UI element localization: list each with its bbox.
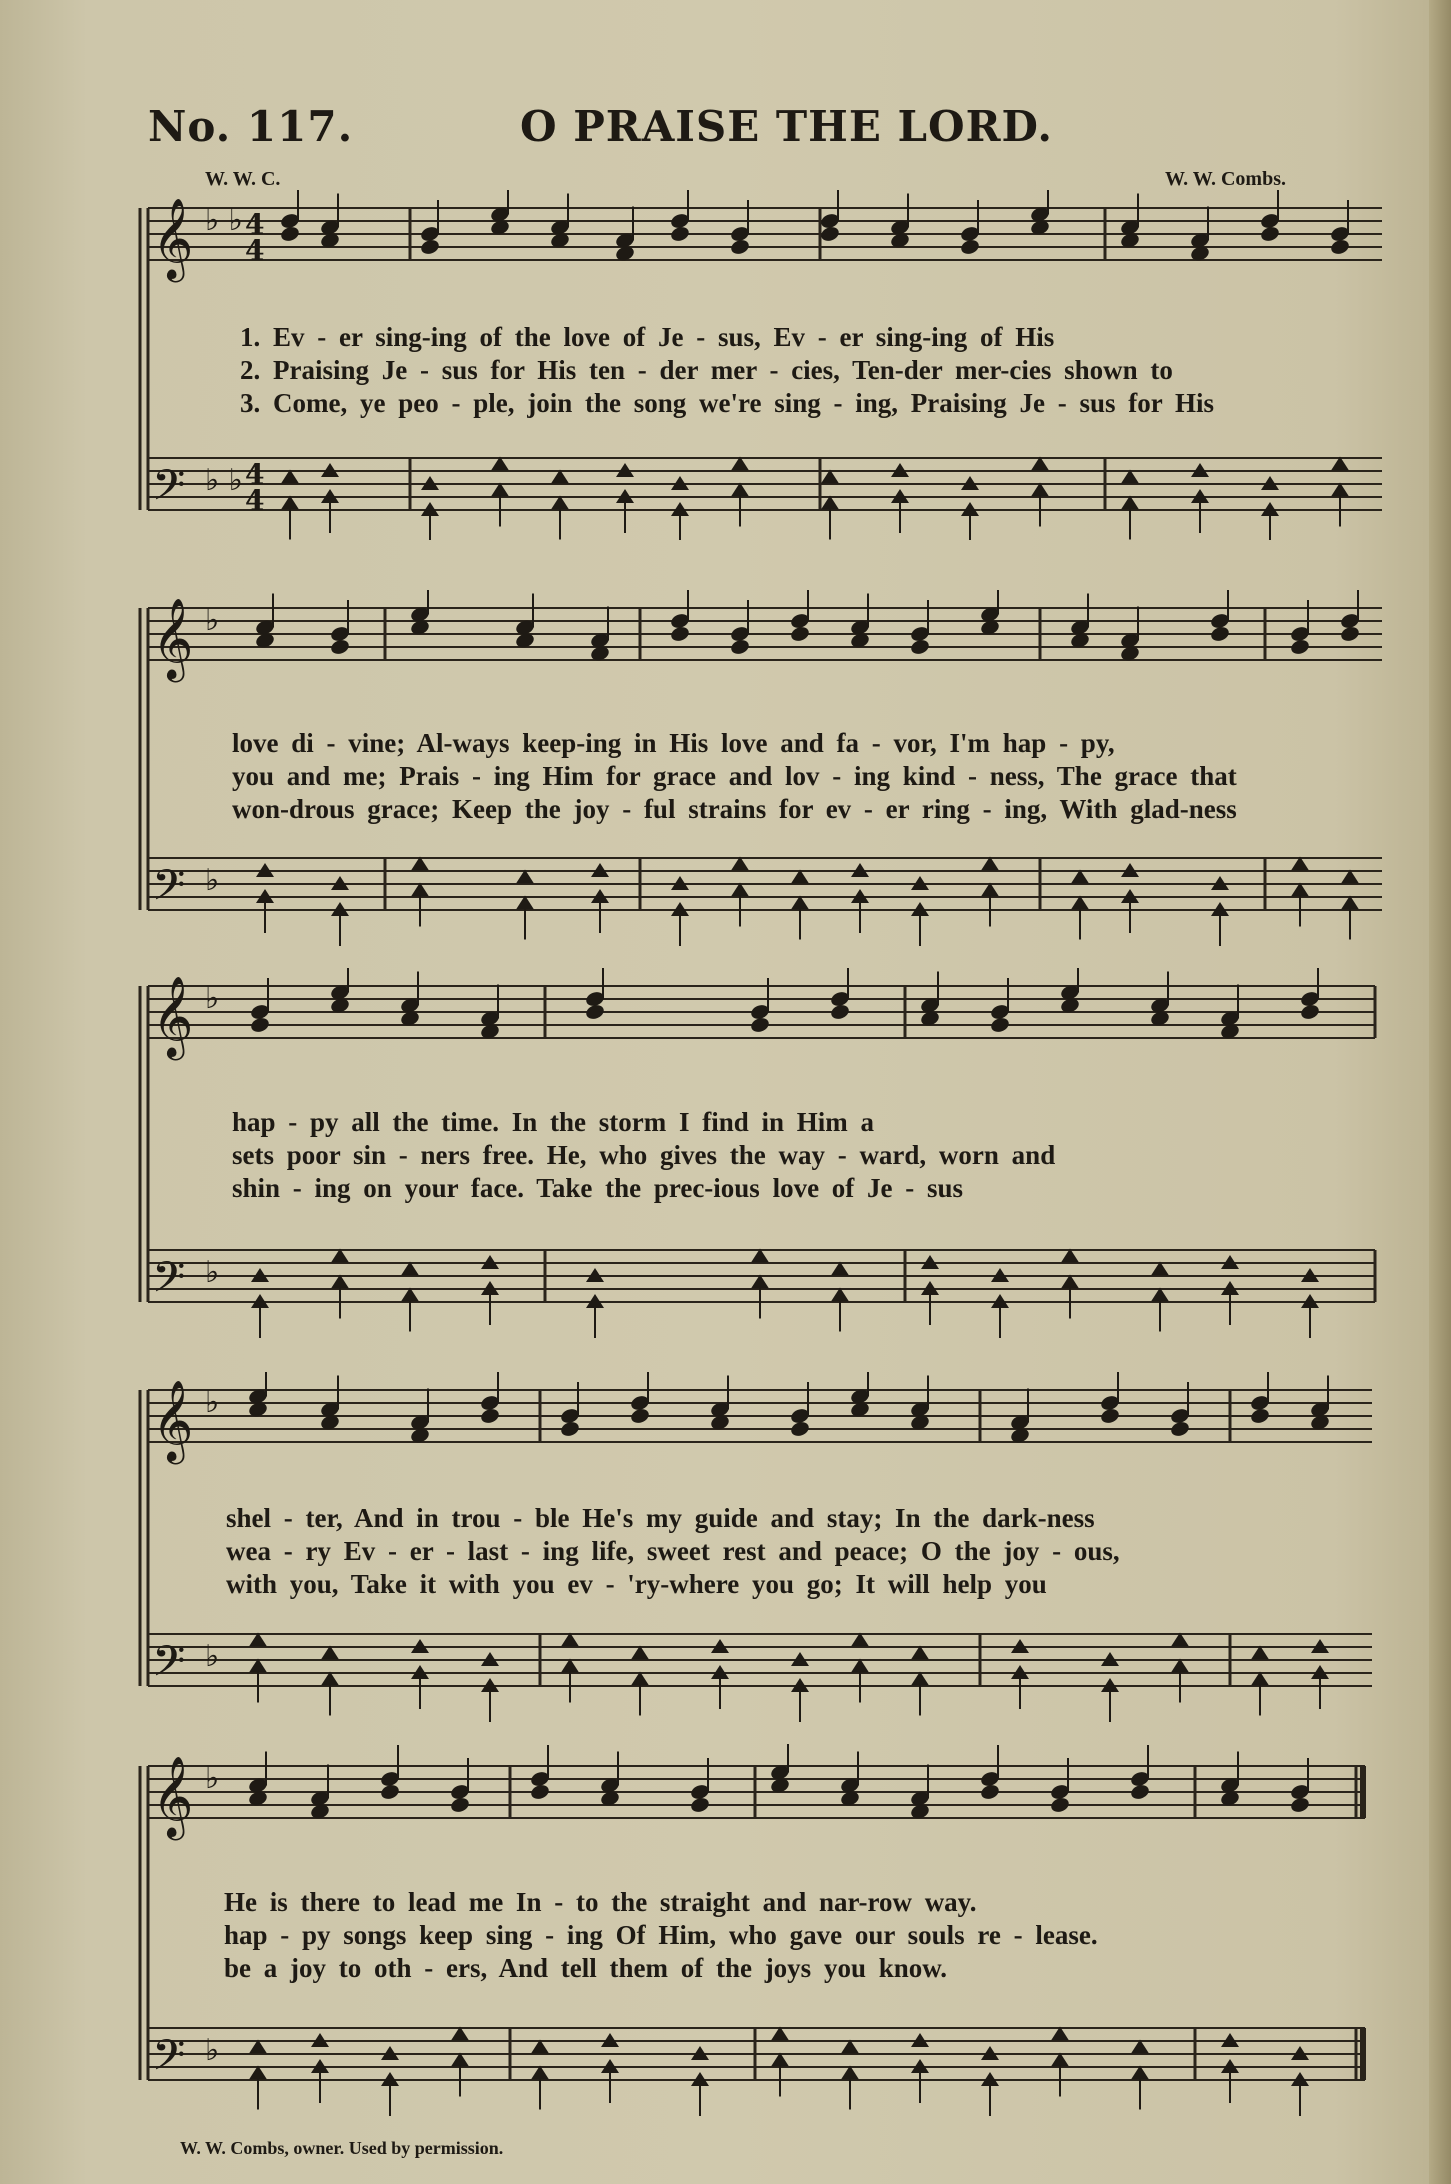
time-signature-top: 4 bbox=[245, 208, 265, 241]
bass-clef-icon: 𝄢 bbox=[152, 861, 186, 921]
note-head bbox=[819, 225, 840, 243]
lyric-verse-3: won-drous grace; Keep the joy - ful strains for ev - er ring - ing, With glad-ness bbox=[232, 794, 1237, 824]
lyric-verse-2: 2. Praising Je - sus for His ten - der mer - cies, Ten-der mer-cies shown to bbox=[240, 355, 1173, 385]
note-head bbox=[1169, 1420, 1190, 1438]
time-signature-bottom: 4 bbox=[245, 234, 265, 267]
note-head bbox=[1259, 225, 1280, 243]
flat-key-signature-bass: ♭ bbox=[205, 2033, 220, 2068]
note-head bbox=[1249, 1407, 1270, 1425]
note-head bbox=[729, 638, 750, 656]
copyright-footer: W. W. Combs, owner. Used by permission. bbox=[180, 2138, 504, 2158]
note-head bbox=[1339, 625, 1360, 643]
note-head bbox=[1289, 1796, 1310, 1814]
note-head bbox=[989, 1016, 1010, 1034]
note-head bbox=[749, 1016, 770, 1034]
note-head bbox=[419, 238, 440, 256]
note-head bbox=[1289, 638, 1310, 656]
note-head bbox=[584, 1003, 605, 1021]
note-head bbox=[379, 1783, 400, 1801]
note-head bbox=[529, 1783, 550, 1801]
flat-key-signature: ♭ bbox=[205, 1385, 220, 1420]
hymn-title: O PRAISE THE LORD. bbox=[520, 102, 1054, 151]
bass-clef-icon: 𝄢 bbox=[152, 2031, 186, 2091]
note-head bbox=[1209, 625, 1230, 643]
words-credit: W. W. C. bbox=[205, 168, 281, 190]
note-head bbox=[479, 1407, 500, 1425]
note-head bbox=[1329, 238, 1350, 256]
note-head bbox=[1129, 1783, 1150, 1801]
music-credit: W. W. Combs. bbox=[1165, 168, 1286, 190]
bass-time-signature-top: 4 bbox=[245, 458, 265, 491]
lyric-verse-3: 3. Come, ye peo - ple, join the song we're sing - ing, Praising Je - sus for His bbox=[240, 388, 1214, 418]
lyric-verse-1: 1. Ev - er sing-ing of the love of Je - sus, Ev - er sing-ing of His bbox=[240, 322, 1055, 352]
lyric-verse-2: you and me; Prais - ing Him for grace and lov - ing kind - ness, The grace that bbox=[232, 761, 1237, 791]
note-head bbox=[789, 625, 810, 643]
treble-clef-icon: 𝄞 bbox=[152, 197, 194, 279]
lyric-verse-1: He is there to lead me In - to the straight and nar-row way. bbox=[224, 1887, 977, 1917]
note-head bbox=[249, 1016, 270, 1034]
flat-key-signature-bass: ♭ ♭ bbox=[205, 463, 243, 498]
lyric-verse-3: be a joy to oth - ers, And tell them of the joys you know. bbox=[224, 1953, 947, 1983]
note-head bbox=[279, 225, 300, 243]
treble-clef-icon: 𝄞 bbox=[152, 1379, 194, 1461]
lyric-verse-1: love di - vine; Al-ways keep-ing in His love and fa - vor, I'm hap - py, bbox=[232, 728, 1115, 758]
note-head bbox=[629, 1407, 650, 1425]
flat-key-signature: ♭ bbox=[205, 1761, 220, 1796]
note-head bbox=[829, 1003, 850, 1021]
note-head bbox=[1299, 1003, 1320, 1021]
flat-key-signature: ♭ ♭ bbox=[205, 203, 243, 238]
flat-key-signature: ♭ bbox=[205, 981, 220, 1016]
note-head bbox=[959, 238, 980, 256]
lyric-verse-2: hap - py songs keep sing - ing Of Him, who gave our souls re - lease. bbox=[224, 1920, 1098, 1950]
lyric-verse-1: hap - py all the time. In the storm I find in Him a bbox=[232, 1107, 875, 1137]
note-head bbox=[729, 238, 750, 256]
note-head bbox=[559, 1420, 580, 1438]
flat-key-signature-bass: ♭ bbox=[205, 1639, 220, 1674]
note-head bbox=[1099, 1407, 1120, 1425]
flat-key-signature: ♭ bbox=[205, 603, 220, 638]
lyric-verse-2: wea - ry Ev - er - last - ing life, sweet rest and peace; O the joy - ous, bbox=[226, 1536, 1120, 1566]
note-head bbox=[669, 225, 690, 243]
treble-clef-icon: 𝄞 bbox=[152, 1755, 194, 1837]
lyric-verse-3: with you, Take it with you ev - 'ry-where you go; It will help you bbox=[226, 1569, 1047, 1599]
lyric-verse-1: shel - ter, And in trou - ble He's my guide and stay; In the dark-ness bbox=[226, 1503, 1095, 1533]
note-head bbox=[689, 1796, 710, 1814]
note-head bbox=[909, 638, 930, 656]
note-head bbox=[1049, 1796, 1070, 1814]
hymn-number: No. 117. bbox=[148, 102, 354, 151]
note-head bbox=[669, 625, 690, 643]
flat-key-signature-bass: ♭ bbox=[205, 1255, 220, 1290]
treble-clef-icon: 𝄞 bbox=[152, 597, 194, 679]
flat-key-signature-bass: ♭ bbox=[205, 863, 220, 898]
note-head bbox=[329, 638, 350, 656]
lyric-verse-2: sets poor sin - ners free. He, who gives the way - ward, worn and bbox=[232, 1140, 1056, 1170]
bass-clef-icon: 𝄢 bbox=[152, 1637, 186, 1697]
note-head bbox=[979, 1783, 1000, 1801]
note-head bbox=[449, 1796, 470, 1814]
bass-clef-icon: 𝄢 bbox=[152, 1253, 186, 1313]
note-head bbox=[789, 1420, 810, 1438]
lyric-verse-3: shin - ing on your face. Take the prec-ious love of Je - sus bbox=[232, 1173, 964, 1203]
treble-clef-icon: 𝄞 bbox=[152, 975, 194, 1057]
bass-clef-icon: 𝄢 bbox=[152, 461, 186, 521]
bass-time-signature-bottom: 4 bbox=[245, 484, 265, 517]
